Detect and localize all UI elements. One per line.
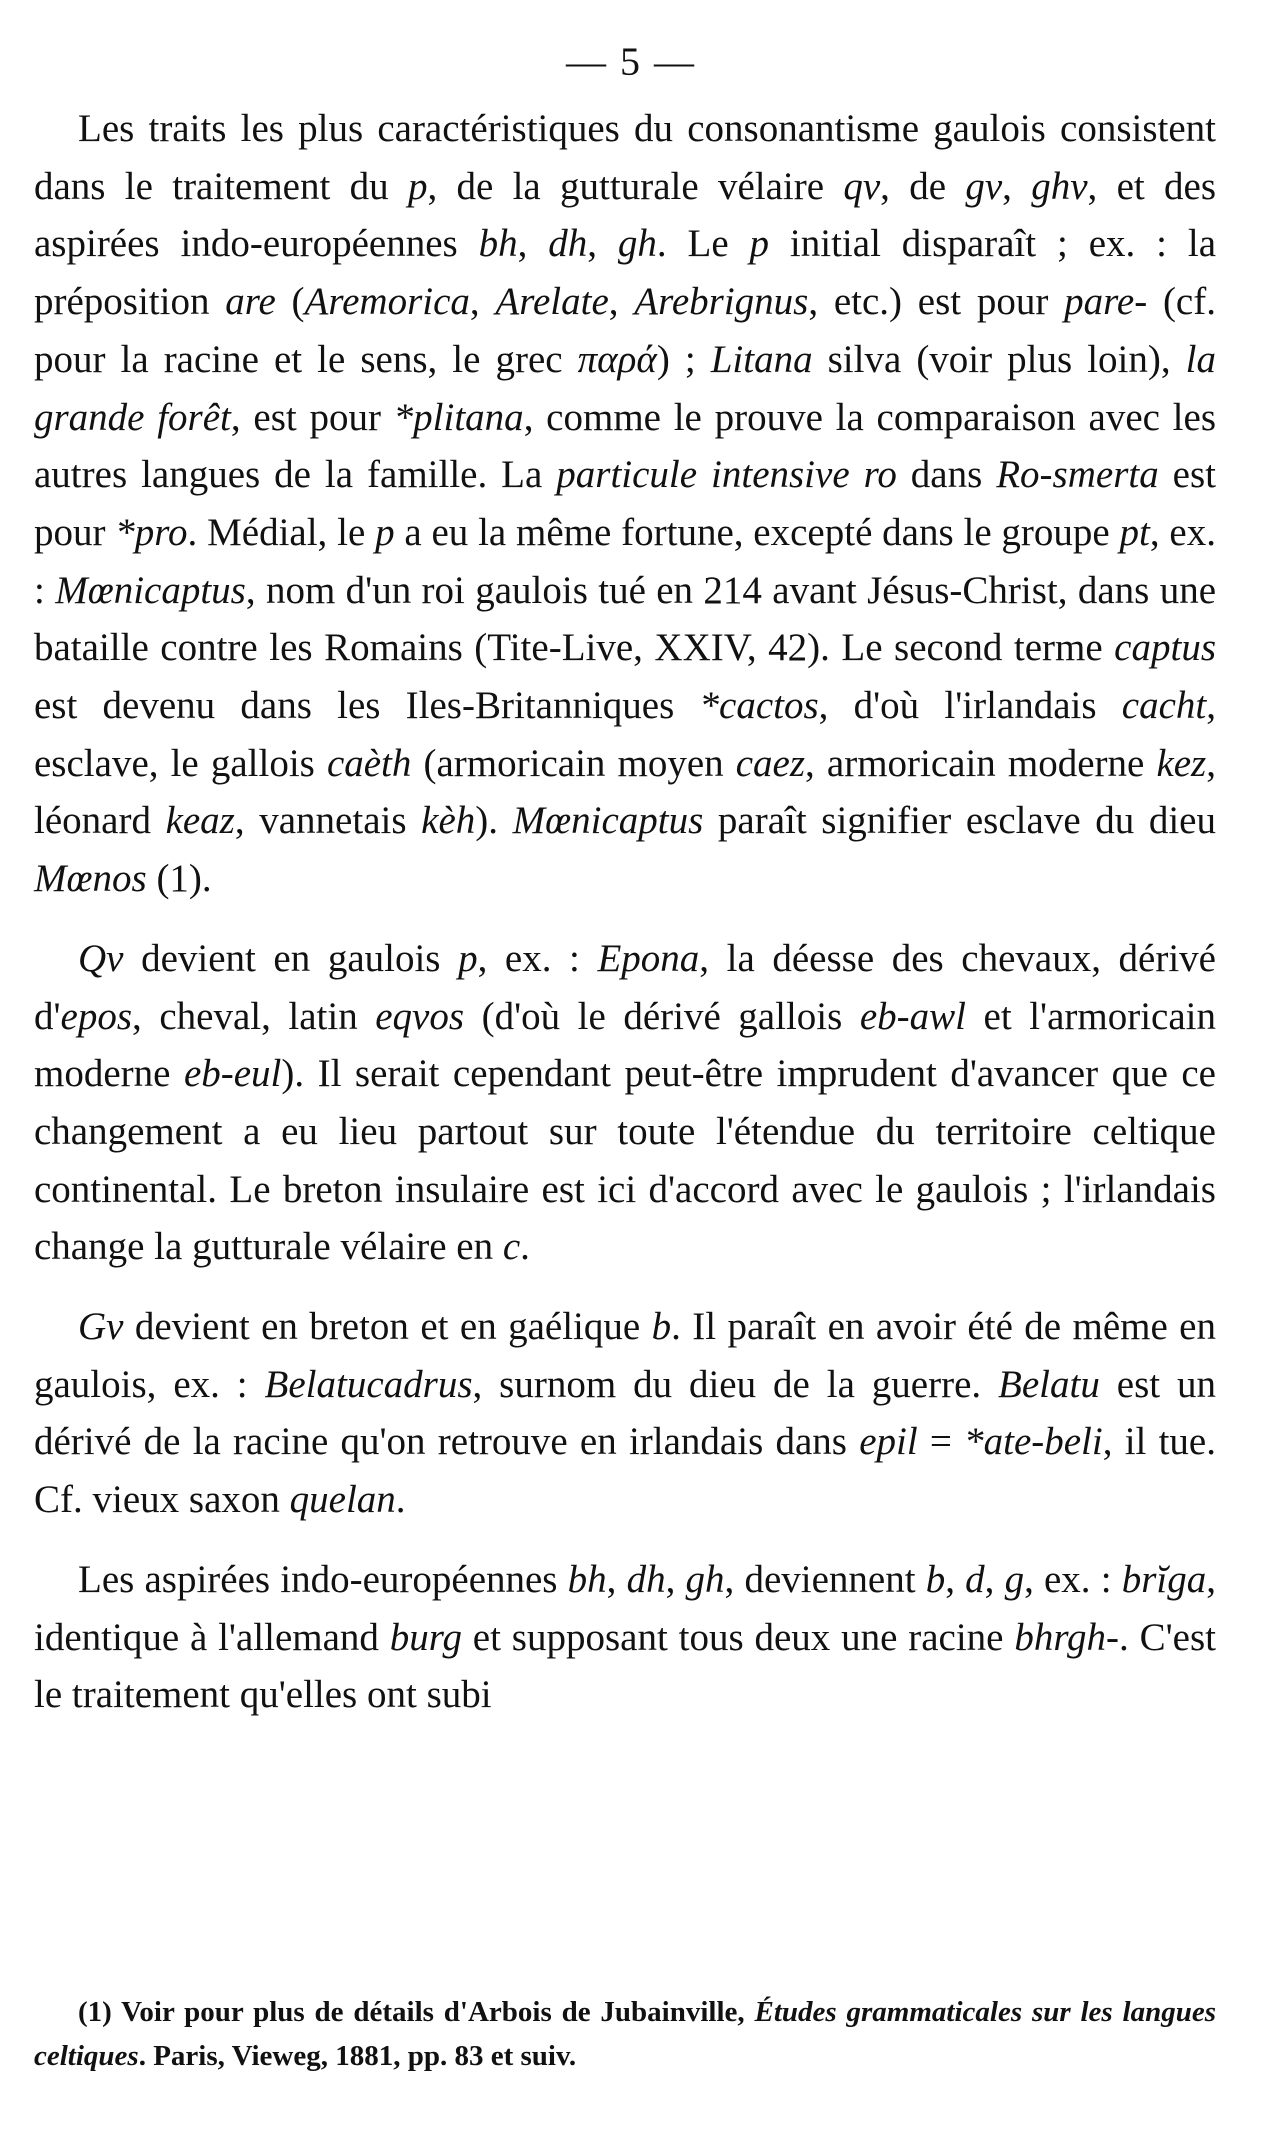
text-run: , d'où l'irlandais	[818, 684, 1122, 728]
italic-term: pt	[1119, 510, 1150, 554]
italic-term: d	[965, 1557, 985, 1601]
text-run: , de la gutturale vélaire	[427, 164, 844, 208]
text-run: . Médial, le	[187, 510, 376, 554]
italic-term: captus	[1114, 626, 1216, 670]
italic-term: eb-awl	[859, 994, 966, 1038]
text-run: (armoricain moyen	[411, 741, 736, 785]
italic-term: Arebrignus	[634, 280, 809, 324]
paragraph	[34, 1298, 1216, 1529]
text-run: , deviennent	[724, 1557, 926, 1601]
italic-term: dh	[548, 222, 588, 266]
italic-term: Études grammaticales sur les langues celtiques	[34, 1996, 1217, 2072]
text-run: (1) Voir pour plus de détails d'Arbois de Jubainville,	[78, 1996, 755, 2028]
text-run: .	[520, 1225, 530, 1269]
italic-term: eqvos	[375, 994, 465, 1038]
italic-term: *plitana	[393, 395, 524, 439]
italic-term: kèh	[421, 799, 476, 843]
text-run: , armoricain moderne	[805, 741, 1157, 785]
italic-term: Belatucadrus	[264, 1362, 473, 1406]
italic-term: gh	[617, 222, 657, 266]
paragraph	[34, 930, 1216, 1276]
italic-term: Aremorica	[304, 280, 470, 324]
italic-term: Epona	[597, 936, 700, 980]
italic-term: burg	[389, 1615, 462, 1659]
text-run: initial disparaît ; ex. : la préposition	[34, 222, 1217, 324]
italic-term: Arelate	[495, 280, 609, 324]
italic-term: kez	[1156, 741, 1207, 785]
page-number: — 5 —	[566, 39, 696, 84]
text-run: . C'est le traitement qu'elles ont subi	[34, 1615, 1216, 1717]
text-run: ,	[984, 1557, 1005, 1601]
italic-term: ghv	[1031, 164, 1088, 208]
text-run: ,	[606, 1557, 627, 1601]
text-run: ). Il serait cependant peut-être imprudent d'avancer que ce changement a eu lieu partout sur toute l'étendue du territoire celtique continental. Le breton insulaire est ici d'accord avec le gaulois ; l'irlandais change la gutturale vélaire en	[34, 1052, 1216, 1269]
text-run: , il tue. Cf. vieux saxon	[34, 1420, 1216, 1522]
italic-term: p	[407, 164, 428, 208]
italic-term: cacht	[1121, 684, 1207, 728]
italic-term: g	[1004, 1557, 1025, 1601]
italic-term: caèth	[326, 741, 412, 785]
italic-term: Mœnicaptus	[512, 799, 704, 843]
italic-term: Mœnos	[34, 857, 147, 901]
text-run: , est pour	[230, 395, 394, 439]
text-run: . Il paraît en avoir été de même en gaulois, ex. :	[34, 1305, 1216, 1406]
italic-term: b	[651, 1305, 672, 1349]
text-run: , etc.) est pour	[808, 280, 1065, 324]
paragraph	[34, 1551, 1216, 1724]
italic-term: epil	[859, 1420, 918, 1464]
paragraph	[34, 100, 1216, 908]
italic-term: b	[925, 1557, 946, 1601]
italic-term: gh	[685, 1557, 725, 1601]
text-run: (	[275, 280, 305, 324]
text-run: , cheval, latin	[132, 994, 376, 1038]
text-run: ,	[608, 280, 635, 324]
italic-term: *pro	[115, 510, 188, 554]
text-run: ,	[517, 222, 549, 266]
italic-term: la grande forêt	[34, 337, 1216, 439]
text-run: ,	[1002, 164, 1032, 208]
text-run: et l'armoricain moderne	[34, 994, 1216, 1096]
italic-term: παρά	[577, 337, 657, 381]
text-run: , et des aspirées indo-européennes	[34, 164, 1217, 266]
text-run: , nom d'un roi gaulois tué en 214 avant Jésus-Christ, dans une bataille contre les Romains (Tite-Live, XXIV, 42). Le second terme	[34, 568, 1216, 670]
text-run: , ex. :	[477, 936, 598, 980]
italic-term: p	[458, 936, 478, 980]
text-run: , la déesse des chevaux, dérivé d'	[34, 936, 1216, 1038]
text-run: paraît signifier esclave du dieu	[703, 799, 1216, 843]
text-run: Les traits les plus caractéristiques du consonantisme gaulois consistent dans le traitement du	[34, 107, 1216, 208]
text-run: est un dérivé de la racine qu'on retrouve en irlandais dans	[34, 1362, 1216, 1464]
italic-term: particule intensive ro	[556, 453, 897, 497]
text-run: , léonard	[34, 741, 1216, 843]
text-run: (d'où le dérivé gallois	[464, 994, 860, 1038]
italic-term: Litana	[710, 337, 813, 381]
text-run: et supposant tous deux une racine	[461, 1615, 1015, 1659]
italic-term: are	[225, 280, 276, 324]
text-run: . Paris, Vieweg, 1881, pp. 83 et suiv.	[138, 2040, 577, 2072]
footnotes	[34, 1990, 1216, 2078]
text-run: ,	[469, 280, 496, 324]
italic-term: keaz	[165, 799, 235, 843]
italic-term: pare-	[1064, 280, 1148, 324]
italic-term: caez	[735, 741, 806, 785]
text-run: .	[395, 1478, 406, 1522]
text-run: ,	[945, 1557, 966, 1601]
italic-term: Gv	[78, 1305, 124, 1349]
italic-term: *cactos	[699, 684, 819, 728]
body-text	[34, 100, 1216, 1746]
text-run: ).	[475, 799, 513, 843]
text-run: Les aspirées indo-européennes	[78, 1557, 568, 1601]
italic-term: bhrgh-	[1014, 1615, 1120, 1659]
text-run: silva (voir plus loin),	[812, 337, 1186, 381]
text-run: , vannetais	[234, 799, 422, 843]
text-run: ) ;	[656, 337, 711, 381]
text-run: devient en breton et en gaélique	[123, 1305, 652, 1349]
text-run: (cf. pour la racine et le sens, le grec	[34, 280, 1216, 381]
text-run: , ex. :	[1024, 1557, 1122, 1601]
italic-term: Qv	[78, 936, 124, 980]
text-run: =	[917, 1420, 965, 1464]
text-run: , identique à l'allemand	[34, 1557, 1216, 1659]
text-run: . Le	[656, 222, 750, 266]
text-run: , ex. :	[34, 510, 1216, 612]
italic-term: qv	[843, 164, 881, 208]
text-run: , esclave, le gallois	[34, 684, 1216, 785]
text-run: dans	[896, 453, 997, 497]
text-run: , surnom du dieu de la guerre.	[472, 1362, 999, 1406]
text-run: est devenu dans les Iles-Britanniques	[34, 684, 700, 728]
italic-term: dh	[626, 1557, 666, 1601]
italic-term: eb-eul	[183, 1052, 282, 1096]
italic-term: bh	[567, 1557, 607, 1601]
text-run: (1).	[146, 857, 212, 901]
italic-term: *ate-beli	[964, 1420, 1103, 1464]
text-run: a eu la même fortune, excepté dans le groupe	[394, 510, 1120, 554]
italic-term: brĭga	[1121, 1557, 1207, 1601]
italic-term: gv	[965, 164, 1003, 208]
text-run: est pour	[34, 453, 1216, 554]
footnote	[34, 1990, 1216, 2078]
text-run: ,	[665, 1557, 686, 1601]
italic-term: c	[502, 1225, 521, 1269]
text-run: ,	[587, 222, 618, 266]
italic-term: p	[749, 222, 770, 266]
italic-term: Ro-smerta	[996, 453, 1159, 497]
italic-term: Mœnicaptus	[55, 568, 246, 612]
italic-term: epos	[60, 994, 133, 1038]
italic-term: p	[375, 510, 395, 554]
text-run: , comme le prouve la comparaison avec les autres langues de la famille. La	[34, 395, 1216, 497]
italic-term: quelan	[289, 1478, 396, 1522]
text-run: , de	[880, 164, 966, 208]
italic-term: bh	[478, 222, 518, 266]
italic-term: Belatu	[998, 1362, 1100, 1406]
text-run: devient en gaulois	[123, 936, 459, 980]
